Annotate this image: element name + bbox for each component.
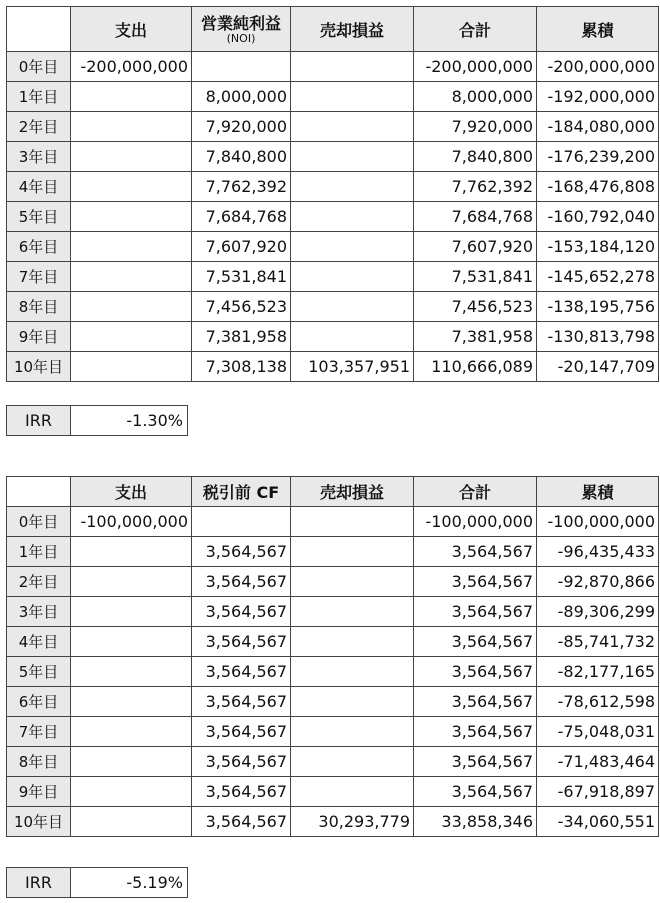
table-row: [7, 567, 659, 597]
gain-cell: 103,357,951: [291, 352, 414, 382]
gain-cell: [291, 322, 414, 352]
gain-cell: [291, 537, 414, 567]
income-cell: 3,564,567: [192, 597, 291, 627]
table-row: [7, 142, 659, 172]
table-row: [7, 322, 659, 352]
cumulative-cell: -168,476,808: [537, 172, 659, 202]
total-cell: 7,762,392: [414, 172, 537, 202]
gain-cell: [291, 172, 414, 202]
income-cell: 3,564,567: [192, 627, 291, 657]
year-cell: 7年目: [7, 262, 71, 292]
table-row: [7, 627, 659, 657]
total-cell: 3,564,567: [414, 567, 537, 597]
cumulative-cell: -138,195,756: [537, 292, 659, 322]
expense-cell: [71, 597, 192, 627]
total-cell: 8,000,000: [414, 82, 537, 112]
cumulative-cell: -71,483,464: [537, 747, 659, 777]
header-corner-cell: [7, 7, 71, 52]
table-body: [7, 52, 659, 382]
header-noi: [192, 7, 291, 52]
irr-box-pretax: [6, 867, 188, 898]
expense-cell: [71, 717, 192, 747]
table-header-row: [7, 7, 659, 52]
cumulative-cell: -82,177,165: [537, 657, 659, 687]
table-row: [7, 597, 659, 627]
expense-cell: [71, 567, 192, 597]
income-cell: [192, 507, 291, 537]
cashflow-table-pretax: [6, 476, 659, 837]
income-cell: 3,564,567: [192, 567, 291, 597]
header-cumulative: 累積: [537, 7, 659, 52]
year-cell: 7年目: [7, 717, 71, 747]
table-row: [7, 687, 659, 717]
expense-cell: [71, 202, 192, 232]
total-cell: -200,000,000: [414, 52, 537, 82]
year-cell: 9年目: [7, 777, 71, 807]
cumulative-cell: -200,000,000: [537, 52, 659, 82]
header-expense: 支出: [71, 7, 192, 52]
header-noi-sublabel: (NOI): [226, 31, 256, 45]
year-cell: 3年目: [7, 597, 71, 627]
gain-cell: [291, 717, 414, 747]
total-cell: 7,840,800: [414, 142, 537, 172]
year-cell: 3年目: [7, 142, 71, 172]
header-gain: 売却損益: [291, 7, 414, 52]
year-cell: 1年目: [7, 82, 71, 112]
cumulative-cell: -96,435,433: [537, 537, 659, 567]
table-row: [7, 807, 659, 837]
expense-cell: [71, 82, 192, 112]
year-cell: 10年目: [7, 352, 71, 382]
gain-cell: [291, 82, 414, 112]
gain-cell: [291, 747, 414, 777]
header-corner-cell: [7, 477, 71, 507]
total-cell: 3,564,567: [414, 627, 537, 657]
income-cell: 3,564,567: [192, 777, 291, 807]
table-row: [7, 507, 659, 537]
income-cell: 3,564,567: [192, 537, 291, 567]
year-cell: 6年目: [7, 687, 71, 717]
cumulative-cell: -192,000,000: [537, 82, 659, 112]
irr-label: IRR: [7, 868, 71, 898]
table-header-row: [7, 477, 659, 507]
table-row: [7, 82, 659, 112]
total-cell: 3,564,567: [414, 777, 537, 807]
income-cell: 3,564,567: [192, 687, 291, 717]
table-row: [7, 172, 659, 202]
expense-cell: [71, 537, 192, 567]
year-cell: 4年目: [7, 627, 71, 657]
expense-cell: [71, 322, 192, 352]
expense-cell: [71, 292, 192, 322]
gain-cell: [291, 657, 414, 687]
income-cell: 7,456,523: [192, 292, 291, 322]
year-cell: 5年目: [7, 657, 71, 687]
cumulative-cell: -89,306,299: [537, 597, 659, 627]
total-cell: 3,564,567: [414, 597, 537, 627]
header-expense: 支出: [71, 477, 192, 507]
expense-cell: -100,000,000: [71, 507, 192, 537]
expense-cell: [71, 657, 192, 687]
irr-value: -5.19%: [71, 868, 188, 898]
cumulative-cell: -92,870,866: [537, 567, 659, 597]
income-cell: 7,308,138: [192, 352, 291, 382]
table-row: [7, 202, 659, 232]
cumulative-cell: -67,918,897: [537, 777, 659, 807]
total-cell: 3,564,567: [414, 537, 537, 567]
total-cell: -100,000,000: [414, 507, 537, 537]
cumulative-cell: -153,184,120: [537, 232, 659, 262]
irr-box-noi: [6, 405, 188, 436]
expense-cell: [71, 777, 192, 807]
expense-cell: [71, 232, 192, 262]
gain-cell: [291, 687, 414, 717]
header-total: 合計: [414, 477, 537, 507]
gain-cell: [291, 597, 414, 627]
income-cell: 3,564,567: [192, 717, 291, 747]
cumulative-cell: -184,080,000: [537, 112, 659, 142]
year-cell: 1年目: [7, 537, 71, 567]
year-cell: 0年目: [7, 507, 71, 537]
gain-cell: [291, 292, 414, 322]
cashflow-table-noi: [6, 6, 659, 382]
gain-cell: [291, 567, 414, 597]
gain-cell: [291, 52, 414, 82]
header-total: 合計: [414, 7, 537, 52]
income-cell: [192, 52, 291, 82]
cumulative-cell: -85,741,732: [537, 627, 659, 657]
expense-cell: [71, 262, 192, 292]
gain-cell: [291, 627, 414, 657]
expense-cell: [71, 142, 192, 172]
year-cell: 0年目: [7, 52, 71, 82]
table-row: [7, 292, 659, 322]
table-row: [7, 717, 659, 747]
header-cumulative: 累積: [537, 477, 659, 507]
income-cell: 3,564,567: [192, 807, 291, 837]
income-cell: 7,607,920: [192, 232, 291, 262]
expense-cell: [71, 627, 192, 657]
income-cell: 7,684,768: [192, 202, 291, 232]
income-cell: 3,564,567: [192, 657, 291, 687]
year-cell: 2年目: [7, 567, 71, 597]
total-cell: 7,456,523: [414, 292, 537, 322]
year-cell: 6年目: [7, 232, 71, 262]
total-cell: 3,564,567: [414, 687, 537, 717]
cumulative-cell: -160,792,040: [537, 202, 659, 232]
table-body: [7, 507, 659, 837]
year-cell: 8年目: [7, 292, 71, 322]
table-row: [7, 747, 659, 777]
income-cell: 7,920,000: [192, 112, 291, 142]
year-cell: 9年目: [7, 322, 71, 352]
table-row: [7, 112, 659, 142]
total-cell: 7,920,000: [414, 112, 537, 142]
header-pretax-cf: 税引前 CF: [192, 477, 291, 507]
gain-cell: [291, 507, 414, 537]
income-cell: 7,840,800: [192, 142, 291, 172]
income-cell: 7,381,958: [192, 322, 291, 352]
expense-cell: [71, 747, 192, 777]
expense-cell: [71, 112, 192, 142]
total-cell: 7,607,920: [414, 232, 537, 262]
year-cell: 10年目: [7, 807, 71, 837]
cumulative-cell: -100,000,000: [537, 507, 659, 537]
income-cell: 7,762,392: [192, 172, 291, 202]
total-cell: 3,564,567: [414, 747, 537, 777]
year-cell: 5年目: [7, 202, 71, 232]
gain-cell: [291, 202, 414, 232]
cumulative-cell: -78,612,598: [537, 687, 659, 717]
gain-cell: [291, 777, 414, 807]
expense-cell: [71, 352, 192, 382]
table-row: [7, 537, 659, 567]
header-gain: 売却損益: [291, 477, 414, 507]
gain-cell: [291, 262, 414, 292]
income-cell: 8,000,000: [192, 82, 291, 112]
gain-cell: 30,293,779: [291, 807, 414, 837]
gain-cell: [291, 112, 414, 142]
cumulative-cell: -176,239,200: [537, 142, 659, 172]
expense-cell: [71, 172, 192, 202]
header-noi-label: 営業純利益: [200, 13, 281, 33]
total-cell: 7,381,958: [414, 322, 537, 352]
year-cell: 2年目: [7, 112, 71, 142]
irr-label: IRR: [7, 406, 71, 436]
table-row: [7, 52, 659, 82]
table-row: [7, 777, 659, 807]
table-row: [7, 262, 659, 292]
table-row: [7, 352, 659, 382]
total-cell: 33,858,346: [414, 807, 537, 837]
year-cell: 8年目: [7, 747, 71, 777]
cumulative-cell: -145,652,278: [537, 262, 659, 292]
expense-cell: [71, 687, 192, 717]
table-row: [7, 232, 659, 262]
total-cell: 3,564,567: [414, 717, 537, 747]
irr-value: -1.30%: [71, 406, 188, 436]
gain-cell: [291, 142, 414, 172]
expense-cell: -200,000,000: [71, 52, 192, 82]
total-cell: 7,684,768: [414, 202, 537, 232]
cumulative-cell: -75,048,031: [537, 717, 659, 747]
gain-cell: [291, 232, 414, 262]
total-cell: 7,531,841: [414, 262, 537, 292]
year-cell: 4年目: [7, 172, 71, 202]
income-cell: 7,531,841: [192, 262, 291, 292]
expense-cell: [71, 807, 192, 837]
total-cell: 110,666,089: [414, 352, 537, 382]
cumulative-cell: -130,813,798: [537, 322, 659, 352]
table-row: [7, 657, 659, 687]
cumulative-cell: -20,147,709: [537, 352, 659, 382]
total-cell: 3,564,567: [414, 657, 537, 687]
cumulative-cell: -34,060,551: [537, 807, 659, 837]
income-cell: 3,564,567: [192, 747, 291, 777]
